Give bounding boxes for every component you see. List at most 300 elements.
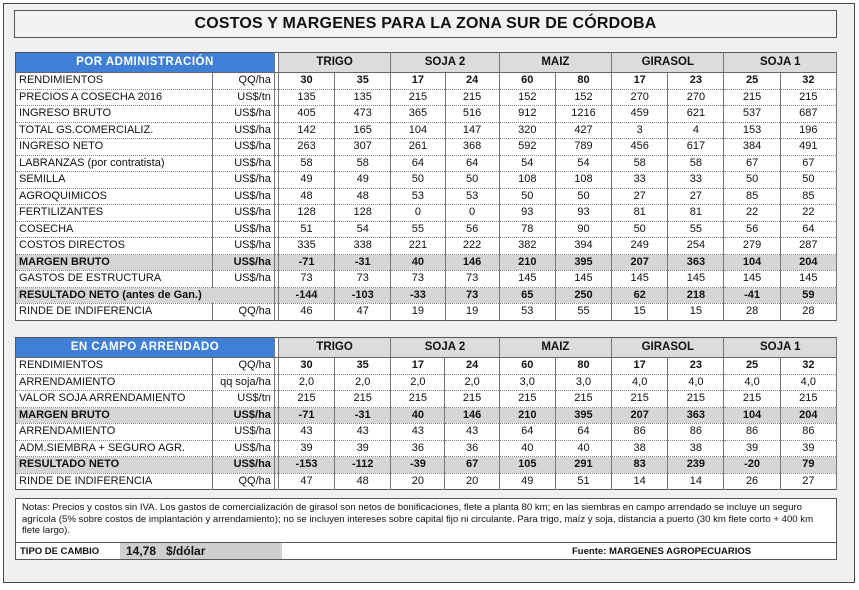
cell-value: 405 [278, 106, 334, 123]
cell-value: 49 [278, 172, 334, 189]
cell-value: 55 [555, 304, 611, 321]
cell-value: 473 [335, 106, 391, 123]
table-row [16, 106, 837, 123]
row-label: ARRENDAMIENTO [16, 424, 213, 441]
cell-value: 73 [445, 271, 499, 288]
cell-value: 365 [391, 106, 445, 123]
row-label: RENDIMIENTOS [16, 358, 213, 375]
table-row [16, 473, 837, 490]
row-unit: US$/ha [212, 172, 274, 189]
row-unit: US$/ha [212, 188, 274, 205]
cell-value: 456 [612, 139, 668, 156]
row-label: PRECIOS A COSECHA 2016 [16, 89, 213, 106]
cell-value: 39 [335, 440, 391, 457]
row-label: VALOR SOJA ARRENDAMIENTO [16, 391, 213, 408]
cell-value: 215 [391, 89, 445, 106]
table-row [16, 254, 837, 271]
cell-value: 38 [612, 440, 668, 457]
cell-value: 222 [445, 238, 499, 255]
cell-value: 165 [335, 122, 391, 139]
cell-value: 218 [668, 287, 724, 304]
cell-value: 58 [612, 155, 668, 172]
cell-value: 14 [612, 473, 668, 490]
cell-value: 145 [668, 271, 724, 288]
cell-value: 32 [780, 73, 836, 90]
cell-value: 0 [445, 205, 499, 222]
cell-value: 19 [391, 304, 445, 321]
source-label: Fuente: MARGENES AGROPECUARIOS [572, 545, 752, 557]
cell-value: 105 [499, 457, 555, 474]
cell-value: 210 [499, 407, 555, 424]
cell-value: 86 [612, 424, 668, 441]
table-row [16, 287, 837, 304]
cell-value: 145 [724, 271, 780, 288]
cell-value: 215 [278, 391, 334, 408]
cell-value: 145 [780, 271, 836, 288]
cell-value: 215 [391, 391, 445, 408]
cell-value: -41 [724, 287, 780, 304]
cell-value: 108 [499, 172, 555, 189]
cell-value: 23 [668, 358, 724, 375]
cell-value: 51 [555, 473, 611, 490]
en-campo-arrendado-header: EN CAMPO ARRENDADO [16, 338, 275, 358]
crop-header-maiz: MAIZ [499, 53, 611, 73]
cell-value: 83 [612, 457, 668, 474]
cell-value: 59 [780, 287, 836, 304]
row-unit: QQ/ha [212, 358, 274, 375]
cell-value: 27 [668, 188, 724, 205]
cell-value: 90 [555, 221, 611, 238]
cell-value: 135 [335, 89, 391, 106]
cell-value: 54 [335, 221, 391, 238]
cell-value: 3 [612, 122, 668, 139]
cell-value: 93 [499, 205, 555, 222]
cell-value: 287 [780, 238, 836, 255]
cell-value: 291 [555, 457, 611, 474]
cell-value: 145 [612, 271, 668, 288]
row-unit: QQ/ha [212, 73, 274, 90]
cell-value: 4,0 [724, 374, 780, 391]
cell-value: 108 [555, 172, 611, 189]
row-unit: US$/ha [212, 205, 274, 222]
cell-value: 40 [499, 440, 555, 457]
cell-value: 80 [555, 358, 611, 375]
row-unit: US$/ha [212, 139, 274, 156]
cell-value: 215 [555, 391, 611, 408]
cell-value: 46 [278, 304, 334, 321]
cell-value: 64 [445, 155, 499, 172]
cell-value: 146 [445, 407, 499, 424]
cell-value: 73 [391, 271, 445, 288]
cell-value: 39 [724, 440, 780, 457]
cell-value: 64 [555, 424, 611, 441]
row-unit: US$/ha [212, 424, 274, 441]
cell-value: 3,0 [555, 374, 611, 391]
row-label: AGROQUIMICOS [16, 188, 213, 205]
page-title: COSTOS Y MARGENES PARA LA ZONA SUR DE CÓRDOBA [14, 10, 837, 38]
cell-value: 363 [668, 407, 724, 424]
cell-value: 67 [780, 155, 836, 172]
cell-value: 912 [499, 106, 555, 123]
cell-value: 617 [668, 139, 724, 156]
cell-value: 73 [335, 271, 391, 288]
row-unit: US$/ha [212, 238, 274, 255]
cell-value: 60 [499, 358, 555, 375]
row-label: LABRANZAS (por contratista) [16, 155, 213, 172]
cell-value: 55 [668, 221, 724, 238]
row-unit: US$/ha [212, 440, 274, 457]
cell-value: 204 [780, 407, 836, 424]
cell-value: 261 [391, 139, 445, 156]
cell-value: 73 [278, 271, 334, 288]
cell-value: 335 [278, 238, 334, 255]
cell-value: 53 [445, 188, 499, 205]
cell-value: 20 [391, 473, 445, 490]
cell-value: 207 [612, 254, 668, 271]
cell-value: 147 [445, 122, 499, 139]
row-label: COSECHA [16, 221, 213, 238]
table-row [16, 221, 837, 238]
cell-value: 239 [668, 457, 724, 474]
cell-value: 249 [612, 238, 668, 255]
cell-value: 85 [780, 188, 836, 205]
row-unit: qq soja/ha [212, 374, 274, 391]
table-row [16, 172, 837, 189]
cell-value: 4 [668, 122, 724, 139]
cell-value: 85 [724, 188, 780, 205]
cell-value: 142 [278, 122, 334, 139]
table-row [16, 155, 837, 172]
cell-value: 30 [278, 73, 334, 90]
crop-header-trigo: TRIGO [278, 338, 390, 358]
por-administracion-header: POR ADMINISTRACIÓN [16, 53, 275, 73]
cell-value: 320 [499, 122, 555, 139]
row-unit: US$/tn [212, 89, 274, 106]
table-row [16, 139, 837, 156]
cell-value: 427 [555, 122, 611, 139]
table-row [16, 358, 837, 375]
cell-value: 17 [612, 358, 668, 375]
cell-value: 25 [724, 73, 780, 90]
cell-value: 394 [555, 238, 611, 255]
cell-value: 50 [780, 172, 836, 189]
cell-value: 153 [724, 122, 780, 139]
row-label: GASTOS DE ESTRUCTURA [16, 271, 213, 288]
cell-value: 81 [668, 205, 724, 222]
table-por-administracion [15, 52, 837, 321]
table-row [16, 73, 837, 90]
cell-value: 196 [780, 122, 836, 139]
row-label: RESULTADO NETO [16, 457, 213, 474]
cell-value: 55 [391, 221, 445, 238]
row-label: SEMILLA [16, 172, 213, 189]
cell-value: 40 [391, 407, 445, 424]
table-row [16, 238, 837, 255]
cell-value: 50 [499, 188, 555, 205]
cell-value: 145 [555, 271, 611, 288]
cell-value: 36 [445, 440, 499, 457]
table-row [16, 89, 837, 106]
row-label: ARRENDAMIENTO [16, 374, 213, 391]
cell-value: 4,0 [780, 374, 836, 391]
cell-value: 687 [780, 106, 836, 123]
cell-value: 22 [780, 205, 836, 222]
cell-value: 62 [612, 287, 668, 304]
row-unit: QQ/ha [212, 473, 274, 490]
row-label: ADM.SIEMBRA + SEGURO AGR. [16, 440, 213, 457]
cell-value: 47 [335, 304, 391, 321]
cell-value: 2,0 [278, 374, 334, 391]
cell-value: 38 [668, 440, 724, 457]
table-row [16, 440, 837, 457]
tipo-cambio-label: TIPO DE CAMBIO [20, 545, 100, 557]
cell-value: 50 [612, 221, 668, 238]
row-label: MARGEN BRUTO [16, 407, 213, 424]
crop-header-girasol: GIRASOL [612, 53, 724, 73]
crop-header-trigo: TRIGO [278, 53, 390, 73]
cell-value: 26 [724, 473, 780, 490]
cell-value: 395 [555, 407, 611, 424]
cell-value: 64 [780, 221, 836, 238]
cell-value: 43 [335, 424, 391, 441]
cell-value: 86 [668, 424, 724, 441]
cell-value: 50 [724, 172, 780, 189]
cell-value: 86 [780, 424, 836, 441]
cell-value: 207 [612, 407, 668, 424]
cell-value: 58 [335, 155, 391, 172]
cell-value: 104 [724, 407, 780, 424]
cell-value: 93 [555, 205, 611, 222]
cell-value: 250 [555, 287, 611, 304]
cell-value: 24 [445, 73, 499, 90]
tipo-cambio-value [120, 543, 282, 559]
cell-value: 43 [445, 424, 499, 441]
cell-value: 621 [668, 106, 724, 123]
cell-value: 215 [724, 89, 780, 106]
cell-value: 33 [612, 172, 668, 189]
cell-value: 17 [391, 73, 445, 90]
row-label: TOTAL GS.COMERCIALIZ. [16, 122, 213, 139]
cell-value: 146 [445, 254, 499, 271]
cell-value: 50 [445, 172, 499, 189]
tipo-cambio-unit: $/dólar [166, 544, 206, 558]
cell-value: 363 [668, 254, 724, 271]
table-row [16, 122, 837, 139]
cell-value: 48 [335, 473, 391, 490]
cell-value: 215 [445, 89, 499, 106]
row-unit: US$/ha [212, 155, 274, 172]
cell-value: 54 [555, 155, 611, 172]
cell-value: 64 [499, 424, 555, 441]
cell-value: 221 [391, 238, 445, 255]
tipo-cambio-number: 14,78 [126, 544, 157, 558]
cell-value: 537 [724, 106, 780, 123]
row-label: RENDIMIENTOS [16, 73, 213, 90]
cell-value: 3,0 [499, 374, 555, 391]
cell-value: 65 [499, 287, 555, 304]
row-label: FERTILIZANTES [16, 205, 213, 222]
cell-value: 78 [499, 221, 555, 238]
cell-value: 53 [499, 304, 555, 321]
cell-value: 395 [555, 254, 611, 271]
cell-value: 128 [278, 205, 334, 222]
row-unit: US$/tn [212, 391, 274, 408]
cell-value: 24 [445, 358, 499, 375]
cell-value: 25 [724, 358, 780, 375]
cell-value: 48 [335, 188, 391, 205]
cell-value: 43 [278, 424, 334, 441]
cell-value: 384 [724, 139, 780, 156]
row-label: INGRESO BRUTO [16, 106, 213, 123]
cell-value: 73 [445, 287, 499, 304]
cell-value: 0 [391, 205, 445, 222]
cell-value: 56 [724, 221, 780, 238]
cell-value: 17 [391, 358, 445, 375]
cell-value: 516 [445, 106, 499, 123]
cell-value: 54 [499, 155, 555, 172]
cell-value: 40 [391, 254, 445, 271]
cell-value: 49 [335, 172, 391, 189]
cell-value: 15 [668, 304, 724, 321]
cell-value: 60 [499, 73, 555, 90]
table-row [16, 271, 837, 288]
row-unit: US$/ha [212, 271, 274, 288]
cell-value: 135 [278, 89, 334, 106]
cell-value: 28 [724, 304, 780, 321]
cell-value: 307 [335, 139, 391, 156]
cell-value: 32 [780, 358, 836, 375]
cell-value: 20 [445, 473, 499, 490]
footer-bar [15, 543, 837, 560]
table-row [16, 424, 837, 441]
cell-value: 145 [499, 271, 555, 288]
table-row [16, 188, 837, 205]
cell-value: 64 [391, 155, 445, 172]
cell-value: -31 [335, 254, 391, 271]
cell-value: 22 [724, 205, 780, 222]
cell-value: -112 [335, 457, 391, 474]
cell-value: 81 [612, 205, 668, 222]
cell-value: -39 [391, 457, 445, 474]
cell-value: 382 [499, 238, 555, 255]
cell-value: 215 [612, 391, 668, 408]
crop-header-maiz: MAIZ [499, 338, 611, 358]
cell-value: -20 [724, 457, 780, 474]
table-row [16, 205, 837, 222]
row-label: RESULTADO NETO (antes de Gan.) [16, 287, 275, 304]
cell-value: 204 [780, 254, 836, 271]
cell-value: 2,0 [335, 374, 391, 391]
cell-value: -71 [278, 254, 334, 271]
cell-value: -153 [278, 457, 334, 474]
cell-value: -31 [335, 407, 391, 424]
table-row [16, 304, 837, 321]
cell-value: 4,0 [612, 374, 668, 391]
row-unit: US$/ha [212, 106, 274, 123]
cell-value: 23 [668, 73, 724, 90]
cell-value: 2,0 [391, 374, 445, 391]
cell-value: 47 [278, 473, 334, 490]
cell-value: 279 [724, 238, 780, 255]
cell-value: 27 [612, 188, 668, 205]
cell-value: 592 [499, 139, 555, 156]
crop-header-girasol: GIRASOL [612, 338, 724, 358]
cell-value: 215 [445, 391, 499, 408]
cell-value: 35 [335, 358, 391, 375]
cell-value: 152 [499, 89, 555, 106]
table-en-campo-arrendado [15, 337, 837, 490]
cell-value: 39 [780, 440, 836, 457]
cell-value: 53 [391, 188, 445, 205]
cell-value: 14 [668, 473, 724, 490]
cell-value: 56 [445, 221, 499, 238]
row-label: RINDE DE INDIFERENCIA [16, 304, 213, 321]
crop-header-soja-2: SOJA 2 [391, 53, 499, 73]
cell-value: 104 [724, 254, 780, 271]
cell-value: 39 [278, 440, 334, 457]
cell-value: 58 [668, 155, 724, 172]
cell-value: 263 [278, 139, 334, 156]
cell-value: -33 [391, 287, 445, 304]
cell-value: 58 [278, 155, 334, 172]
notes-text: Notas: Precios y costos sin IVA. Los gastos de comercialización de girasol son netos de bonificaciones, flete a planta 80 km; en las siembras en campo arrendado se incluye un seguro agrícola (5% sobre costos de implantación y arrendamiento); no se incluyen intereses sobre capital fijo ni circulante. Para trigo, maíz y soja, distancia a puerto (30 km flete corto + 400 km flete largo). [15, 498, 837, 543]
cell-value: 215 [668, 391, 724, 408]
row-unit: QQ/ha [212, 304, 274, 321]
cell-value: 35 [335, 73, 391, 90]
table-row [16, 457, 837, 474]
cell-value: 215 [724, 391, 780, 408]
row-unit: US$/ha [212, 221, 274, 238]
cell-value: 49 [499, 473, 555, 490]
row-unit: US$/ha [212, 407, 274, 424]
cell-value: 36 [391, 440, 445, 457]
cell-value: 210 [499, 254, 555, 271]
crop-header-soja-1: SOJA 1 [724, 53, 837, 73]
cell-value: 215 [335, 391, 391, 408]
table-row [16, 407, 837, 424]
cell-value: 19 [445, 304, 499, 321]
cell-value: 491 [780, 139, 836, 156]
cell-value: 215 [780, 89, 836, 106]
cell-value: 50 [391, 172, 445, 189]
cell-value: 459 [612, 106, 668, 123]
cell-value: 67 [445, 457, 499, 474]
cell-value: 128 [335, 205, 391, 222]
cell-value: -144 [278, 287, 334, 304]
cell-value: 17 [612, 73, 668, 90]
cell-value: 80 [555, 73, 611, 90]
cell-value: 789 [555, 139, 611, 156]
cell-value: 338 [335, 238, 391, 255]
cell-value: 254 [668, 238, 724, 255]
row-label: MARGEN BRUTO [16, 254, 213, 271]
cell-value: 43 [391, 424, 445, 441]
row-unit: US$/ha [212, 254, 274, 271]
cell-value: 215 [780, 391, 836, 408]
crop-header-soja-1: SOJA 1 [724, 338, 837, 358]
row-label: RINDE DE INDIFERENCIA [16, 473, 213, 490]
cell-value: 270 [668, 89, 724, 106]
cell-value: 30 [278, 358, 334, 375]
row-label: INGRESO NETO [16, 139, 213, 156]
cell-value: 33 [668, 172, 724, 189]
table-row [16, 391, 837, 408]
cell-value: 67 [724, 155, 780, 172]
cell-value: 40 [555, 440, 611, 457]
cell-value: -71 [278, 407, 334, 424]
cell-value: 28 [780, 304, 836, 321]
cell-value: 152 [555, 89, 611, 106]
